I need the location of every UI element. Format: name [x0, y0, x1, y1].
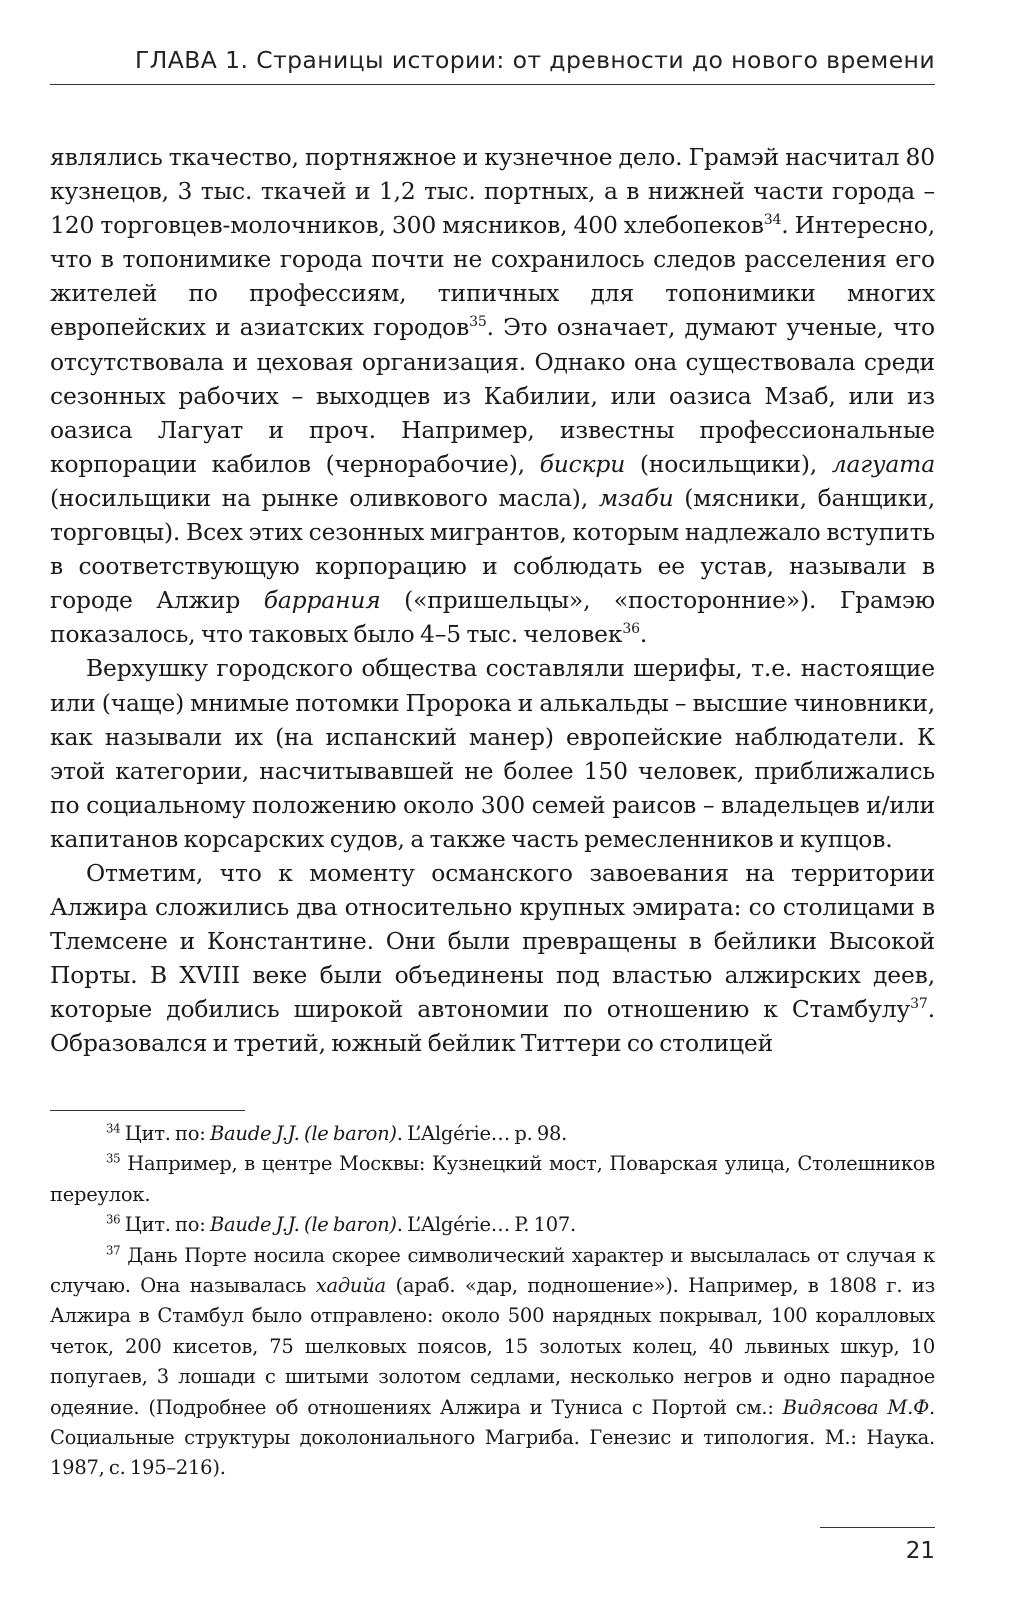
running-header: ГЛАВА 1. Страницы истории: от древности до нового времени — [134, 46, 935, 74]
footnote-ref-37: 37 — [910, 996, 928, 1013]
page-number-rule — [820, 1527, 935, 1528]
term-mzabi: мзаби — [598, 483, 674, 512]
header-rule — [50, 84, 935, 85]
paragraph-2: Верхушку городского общества составляли шерифы, т.е. настоящие или (чаще) мнимые потомки Пророка и алькальды – высшие чиновники, как называли их (на испанский манер) европейские наблюдатели. К этой категории, насчитывавшей не более 150 человек, приближались по социальному положению около 300 семей раисов – владельцев и/или капитанов корсарских судов, а также часть ремесленников и купцов. — [50, 654, 935, 853]
footnote-ref-35: 35 — [469, 314, 487, 331]
footnote-35: $^{35}$ Например, в центре Москвы: Кузнецкий мост, Поварская улица, Столешников переулок. — [50, 1151, 935, 1206]
footnote-separator — [50, 1110, 245, 1111]
paragraph-3: Отметим, что к моменту османского завоевания на территории Алжира сложились два относительно крупных эмирата: со столицами в Тлемсене и Константине. Они были превращены в бейлики Высокой Порты. В XVIII веке были объединены под властью алжирских деев, которые добились широкой автономии по отношению к Стамбулу$^{37}$. Образовался и третий, южный бейлик Титтери со столицей — [50, 858, 935, 1058]
footnotes — [50, 1119, 935, 1484]
page-number: 21 — [905, 1538, 935, 1564]
term-barrania: баррания — [263, 586, 381, 615]
footnote-ref-36: 36 — [622, 621, 640, 638]
footnote-ref-34: 34 — [763, 212, 782, 229]
term-laguata: лагуата — [831, 449, 935, 478]
footnote-37: $^{37}$ Дань Порте носила скорее символический характер и высылалась от случая к случаю. Она называлась хадийа (араб. «дар, подношение»). Например, в 1808 г. из Алжира в Стамбул было отправлено: около 500 нарядных покрывал, 100 коралловых четок, 200 кисетов, 75 шелковых поясов, 15 золотых колец, 40 львиных шкур, 10 попугаев, 3 лошади с шитыми золотом седлами, несколько негров и одно парадное одеяние. (Подробнее об отношениях Алжира и Туниса с Портой см.: Видясова М.Ф. Социальные структуры доколониального Магриба. Генезис и типология. М.: Наука. 1987, с. 195–216). — [50, 1243, 935, 1480]
footnote-36: $^{36}$ Цит. по: Baude J.J. (le baron). L’Algérie… P. 107. — [106, 1212, 576, 1237]
main-text — [50, 140, 935, 1061]
footnote-34: $^{34}$ Цит. по: Baude J.J. (le baron). L’Algérie… p. 98. — [106, 1121, 568, 1145]
term-biskri: бискри — [539, 449, 626, 478]
paragraph-1: являлись ткачество, портняжное и кузнечное дело. Грамэй насчитал 80 кузнецов, 3 тыс. ткачей и 1,2 тыс. портных, а в нижней части города – 120 торговцев-молочников, 300 мясников, 400 хлебопеков$^{34}$. Интересно, что в топонимике города почти не сохранилось следов расселения его жителей по профессиям, типичных для топонимики многих европейских и азиатских городов$^{35}$. Это означает, думают ученые, что отсутствовала и цеховая организация. Однако она существовала среди сезонных рабочих – выходцев из Кабилии, или оазиса Мзаб, или из оазиса Лагуат и проч. Например, известны профессиональные корпорации кабилов (чернорабочие), бискри (носильщики), лагуата (носильщики на рынке оливкового масла), мзаби (мясники, банщики, торговцы). Всех этих сезонных мигрантов, которым надлежало вступить в соответствующую корпорацию и соблюдать ее устав, называли в городе Алжир баррания («пришельцы», «посторонние»). Грамэю показалось, что таковых было 4–5 тыс. человек$^{36}$. — [50, 143, 935, 649]
